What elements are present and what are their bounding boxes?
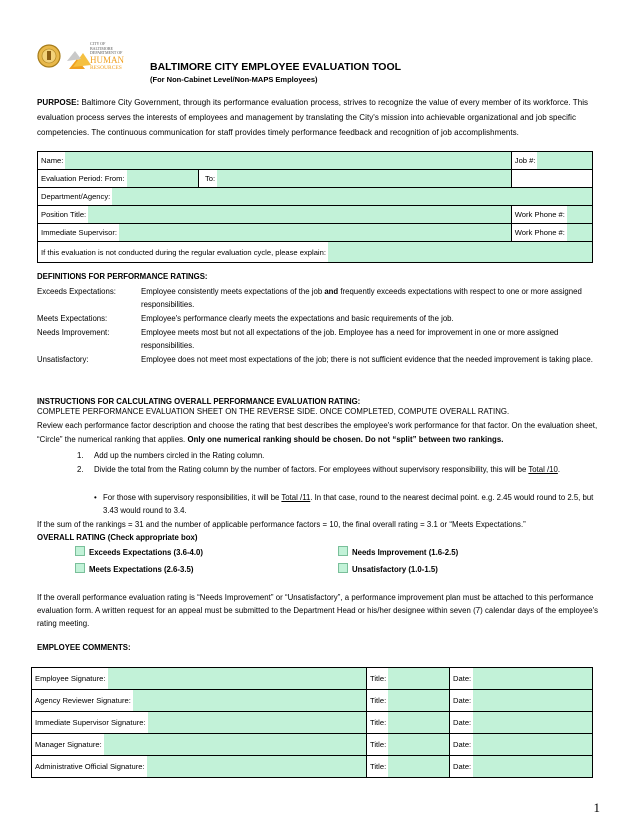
logo-text-1: CITY OF BALTIMORE (90, 41, 113, 51)
step-number: 2. (77, 465, 84, 474)
instructions-line1: COMPLETE PERFORMANCE EVALUATION SHEET ON THE REVERSE SIDE. ONCE COMPLETED, COMPUTE OVERALL RATING. (37, 407, 510, 416)
date-label: Date: (453, 696, 472, 705)
definitions-heading: DEFINITIONS FOR PERFORMANCE RATINGS: (37, 272, 208, 281)
bullet-text-2: . In that case, round to the nearest decimal point. e.g. 2.45 would round to 2.5, but 3.43 would round to 3.4. (103, 493, 594, 515)
overall-rating-heading: OVERALL RATING (Check appropriate box) (37, 533, 198, 542)
title-label: Title: (370, 696, 387, 705)
definition-term: Meets Expectations: (37, 314, 108, 323)
supervisor-phone-label: Work Phone #: (514, 228, 565, 237)
bullet-text: For those with supervisory responsibilities, it will be (103, 493, 282, 502)
step-text: Add up the numbers circled in the Rating column. (94, 451, 265, 460)
rating-label: Exceeds Expectations (3.6-4.0) (89, 548, 203, 557)
instruction-step-2 (77, 463, 597, 477)
signature-field[interactable] (133, 690, 366, 711)
date-label: Date: (453, 718, 472, 727)
purpose-text: Baltimore City Government, through its performance evaluation process, strives to recognize the value of every member of its workforce. This evaluation process serves the interests of employees and management by translating the City's mission into achievable organizational and job specific competencies. The continuous communication for staff provides timely performance feedback and recognition of job accomplishments. (37, 98, 589, 137)
period-from-label: Evaluation Period: From: (41, 174, 125, 183)
work-phone-field[interactable] (567, 206, 592, 223)
signature-label: Manager Signature: (35, 740, 102, 749)
step-total: Total /10 (528, 465, 558, 474)
date-field[interactable] (473, 690, 592, 711)
step-number: 1. (77, 451, 84, 460)
title-field[interactable] (388, 690, 449, 711)
logo-text-4: RESOURCES (90, 64, 122, 71)
page-number: 1 (593, 800, 600, 815)
job-number-label: Job #: (514, 156, 536, 165)
definition-meets (37, 312, 603, 326)
signature-label: Administrative Official Signature: (35, 762, 145, 771)
irregular-evaluation-field[interactable] (328, 242, 592, 262)
checkbox-icon[interactable] (75, 563, 85, 573)
definition-desc: Employee's performance clearly meets the expectations and basic requirements of the job. (141, 314, 454, 323)
definition-desc (141, 285, 603, 311)
period-to-field[interactable] (217, 170, 511, 187)
definition-desc-text-2: frequently exceeds expectations with respect to one or more assigned responsibilities. (141, 287, 582, 309)
checkbox-icon[interactable] (75, 546, 85, 556)
logo-text-2: DEPARTMENT OF (90, 50, 123, 55)
date-label: Date: (453, 674, 472, 683)
date-field[interactable] (473, 756, 592, 777)
bullet-text-wrap (103, 491, 599, 517)
title-field[interactable] (388, 712, 449, 733)
purpose-label: PURPOSE: (37, 98, 80, 107)
signature-field[interactable] (147, 756, 366, 777)
date-field[interactable] (473, 734, 592, 755)
definition-needs-improvement (37, 326, 603, 354)
department-field[interactable] (112, 188, 592, 205)
bullet-total: Total /11 (281, 493, 311, 502)
city-logo (37, 39, 125, 73)
employee-info-form (37, 151, 593, 263)
rating-option-needs-improvement[interactable] (338, 546, 458, 557)
instructions-paragraph (37, 419, 603, 447)
checkbox-icon[interactable] (338, 563, 348, 573)
job-number-field[interactable] (537, 152, 592, 169)
instruction-step-1 (77, 449, 265, 462)
definition-term: Exceeds Expectations: (37, 287, 116, 296)
step-end: . (557, 465, 561, 474)
improvement-note: If the overall performance evaluation rating is “Needs Improvement” or “Unsatisfactory”, a performance improvement plan must be attached to this performance evaluation form. A written request for an appeal must be submitted to the Department Head or his/her designee within seven (7) calendar days of the employee's rating meeting. (37, 593, 599, 628)
rating-label: Needs Improvement (1.6-2.5) (352, 548, 459, 557)
instructions-text: Review each performance factor description and choose the rating that best describes the employee's work performance for that factor. On the evaluation sheet, “Circle” the numerical ranking that applies. (37, 421, 598, 444)
period-from-field[interactable] (127, 170, 198, 187)
supervisor-phone-field[interactable] (567, 224, 592, 241)
title-label: Title: (370, 718, 387, 727)
position-title-label: Position Title: (41, 210, 87, 219)
signature-table (31, 667, 593, 778)
calculation-example: If the sum of the rankings = 31 and the number of applicable performance factors = 10, the final overall rating = 3.1 or “Meets Expectations.” (37, 520, 526, 529)
date-label: Date: (453, 740, 472, 749)
supervisor-label: Immediate Supervisor: (41, 228, 117, 237)
rating-option-unsatisfactory[interactable] (338, 563, 438, 574)
name-label: Name: (41, 156, 64, 165)
date-label: Date: (453, 762, 472, 771)
period-empty-cell (512, 170, 592, 187)
logo-text-3: HUMAN (90, 54, 125, 65)
rating-option-meets[interactable] (75, 563, 193, 574)
purpose-paragraph (37, 95, 603, 140)
definition-desc-bold: and (324, 287, 339, 296)
page-subtitle: (For Non-Cabinet Level/Non-MAPS Employees) (150, 75, 318, 84)
page-title: BALTIMORE CITY EMPLOYEE EVALUATION TOOL (150, 61, 402, 73)
checkbox-icon[interactable] (338, 546, 348, 556)
definition-desc: Employee meets most but not all expectations of the job. Employee has a need for improvement in one or more assigned responsibilities. (141, 328, 559, 350)
definition-term: Unsatisfactory: (37, 355, 89, 364)
step-text-wrap (94, 463, 597, 477)
rating-label: Meets Expectations (2.6-3.5) (89, 565, 194, 574)
rating-label: Unsatisfactory (1.0-1.5) (352, 565, 438, 574)
instruction-bullet (94, 491, 599, 515)
title-label: Title: (370, 740, 387, 749)
employee-comments-heading: EMPLOYEE COMMENTS: (37, 643, 131, 652)
definition-desc: Employee does not meet most expectations of the job; there is not sufficient evidence that the needed improvement is taking place. (141, 355, 593, 364)
definition-exceeds (37, 285, 603, 313)
title-field[interactable] (388, 734, 449, 755)
title-label: Title: (370, 762, 387, 771)
bullet-icon: • (94, 493, 97, 502)
department-label: Department/Agency: (41, 192, 111, 201)
definition-unsatisfactory (37, 353, 603, 381)
instructions-bold-text: Only one numerical ranking should be chosen. Do not “split” between two rankings. (187, 435, 504, 444)
signature-field[interactable] (104, 734, 366, 755)
definition-term: Needs Improvement: (37, 328, 110, 337)
step-text: Divide the total from the Rating column by the number of factors. For employees without supervisory responsibility, this will be (94, 465, 529, 474)
instructions-heading: INSTRUCTIONS FOR CALCULATING OVERALL PERFORMANCE EVALUATION RATING: (37, 397, 361, 406)
definition-desc-text: Employee consistently meets expectations of the job (141, 287, 325, 296)
title-field[interactable] (388, 756, 449, 777)
signature-label: Agency Reviewer Signature: (35, 696, 131, 705)
signature-label: Immediate Supervisor Signature: (35, 718, 146, 727)
title-label: Title: (370, 674, 387, 683)
position-title-field[interactable] (88, 206, 511, 223)
work-phone-label: Work Phone #: (514, 210, 565, 219)
date-field[interactable] (473, 712, 592, 733)
signature-field[interactable] (108, 668, 367, 689)
irregular-evaluation-label: If this evaluation is not conducted during the regular evaluation cycle, please explain: (41, 247, 326, 257)
supervisor-field[interactable] (119, 224, 511, 241)
signature-label: Employee Signature: (35, 674, 106, 683)
period-to-label: To: (205, 174, 216, 183)
date-field[interactable] (473, 668, 592, 689)
name-field[interactable] (65, 152, 510, 169)
title-field[interactable] (388, 668, 449, 689)
signature-field[interactable] (148, 712, 366, 733)
rating-option-exceeds[interactable] (75, 546, 203, 557)
